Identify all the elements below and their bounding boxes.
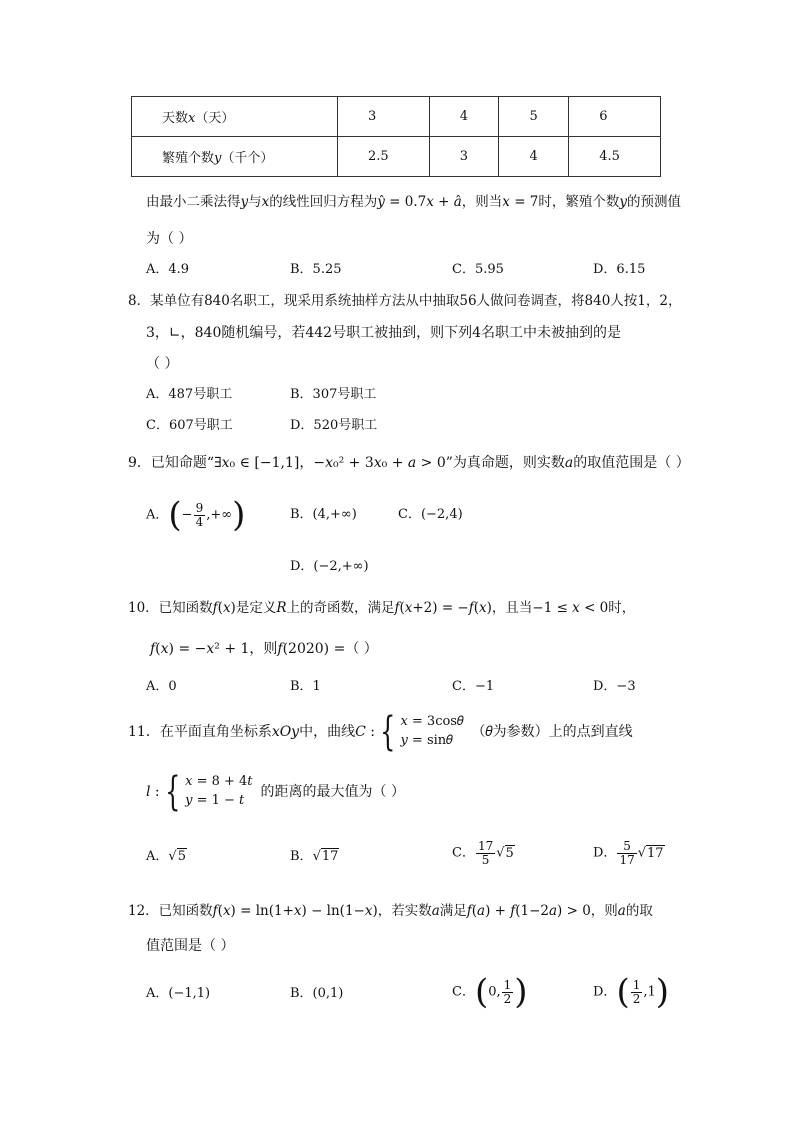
radicand: 5	[505, 845, 514, 861]
table-cell: 5	[499, 97, 569, 137]
q10-stem-line1: 10．已知函数𝑓(𝑥)是定义𝑅上的奇函数，满足𝑓(𝑥+2) = −𝑓(𝑥)，且当−1 ≤ 𝑥 < 0时，	[128, 600, 636, 616]
data-table	[131, 96, 661, 177]
q9-stem: 9．已知命题“∃𝑥₀ ∈ [−1,1]，−𝑥₀² + 3𝑥₀ + 𝑎 > 0”为真命题，则实数𝑎的取值范围是（ ）	[128, 455, 690, 471]
table-cell-label: 繁殖个数𝑦（千个）	[132, 137, 338, 177]
fraction	[617, 840, 636, 866]
right-paren: )	[514, 972, 528, 1012]
radicand: 5	[177, 849, 186, 864]
line-label: 𝑙 :	[146, 784, 160, 800]
q12-option-a: A．(−1,1)	[146, 986, 211, 1001]
q11-l-post: 的距离的最大值为（ ）	[260, 784, 405, 800]
q11-post: （𝜃为参数）上的点到直线	[471, 724, 633, 740]
numerator: 1	[632, 977, 641, 992]
left-brace: {	[380, 709, 396, 755]
q10-option-a: A．0	[146, 679, 177, 694]
fraction	[502, 979, 514, 1005]
q12-stem-line2: 值范围是（ ）	[146, 938, 235, 954]
q7-option-c: C．5.95	[452, 262, 504, 277]
numerator: 9	[195, 500, 204, 515]
q9-option-c: C．(−2,4)	[398, 507, 463, 522]
curve-eq-x: 𝑥 = 3cos𝜃	[400, 714, 464, 730]
line-system	[185, 773, 252, 811]
q8-stem-line3: （ ）	[146, 356, 179, 372]
radicand: 17	[321, 849, 339, 864]
q10-option-d: D．−3	[593, 679, 636, 694]
q12-option-b: B．(0,1)	[290, 986, 344, 1001]
numerator: 1	[503, 977, 512, 992]
table-cell: 2.5	[338, 137, 430, 177]
q8-option-b: B．307号职工	[290, 387, 377, 402]
left-paren: (	[616, 972, 630, 1012]
numerator: 5	[617, 840, 636, 854]
q8-option-a: A．487号职工	[146, 387, 233, 402]
fraction	[194, 502, 206, 528]
q11-stem-line2	[146, 769, 405, 815]
q11-option-b: B．√17	[290, 849, 339, 864]
q7-option-a: A．4.9	[146, 262, 190, 277]
option-label: A．	[146, 507, 169, 523]
line-eq-y: 𝑦 = 1 − 𝑡	[185, 793, 245, 808]
right-paren: )	[655, 972, 670, 1012]
q7-stem-line2: 为（ ）	[146, 231, 193, 247]
q11-option-d: D． $\frac{5}{17}$ √17	[593, 839, 664, 867]
right-paren: )	[232, 495, 246, 535]
fraction	[476, 840, 495, 866]
radicand: 17	[647, 845, 664, 861]
option-label: D．	[593, 984, 617, 1000]
q11-stem-line1	[128, 709, 633, 755]
line-eq-x: 𝑥 = 8 + 4𝑡	[185, 774, 253, 790]
numerator: 17	[477, 839, 494, 853]
q12-option-d	[593, 972, 670, 1012]
left-paren: (	[474, 972, 489, 1012]
option-label: B．	[290, 849, 313, 864]
q8-stem-line2: 3，∟，840随机编号，若442号职工被抽到，则下列4名职工中未被抽到的是	[146, 325, 621, 341]
option-post: ,1	[643, 984, 656, 1000]
table-cell-label: 天数𝑥（天）	[132, 97, 338, 137]
table-cell: 3	[338, 97, 430, 137]
left-paren: (	[168, 495, 182, 535]
table-row	[132, 97, 661, 137]
table-cell: 6	[569, 97, 661, 137]
q10-option-c: C．−1	[452, 679, 495, 694]
table-cell: 4.5	[569, 137, 661, 177]
q8-option-c: C．607号职工	[146, 418, 233, 433]
q7-option-d: D．6.15	[593, 262, 646, 277]
denominator: 17	[619, 852, 635, 867]
fraction	[631, 979, 643, 1005]
q7-stem-line1: 由最小二乘法得𝑦与𝑥的线性回归方程为𝑦̂ = 0.7𝑥 + 𝑎̂，则当𝑥 = 7时，繁殖个数𝑦的预测值	[146, 194, 682, 210]
option-label: D．	[593, 845, 617, 861]
left-brace: {	[164, 769, 181, 815]
q7-option-b: B．5.25	[290, 262, 342, 277]
denominator: 4	[195, 514, 204, 529]
option-rest: ,+∞	[206, 507, 233, 523]
table-cell: 4	[499, 137, 569, 177]
q11-option-a: A．√5	[146, 849, 186, 864]
q9-option-b: B．(4,+∞)	[290, 507, 357, 522]
curve-system	[400, 713, 463, 751]
q12-option-c	[452, 972, 528, 1012]
q8-stem-line1: 8．某单位有840名职工，现采用系统抽样方法从中抽取56人做问卷调查，将840人按1，2，	[128, 293, 682, 309]
q9-option-d: D．(−2,+∞)	[290, 559, 369, 574]
q11-option-c: C． $\frac{17}{5}$ √5	[452, 839, 514, 867]
option-label: A．	[146, 849, 169, 864]
q10-stem-line2: 𝑓(𝑥) = −𝑥² + 1，则𝑓(2020) =（ ）	[150, 641, 378, 657]
option-pre: 0,	[488, 984, 501, 1000]
curve-eq-y: 𝑦 = sin𝜃	[400, 733, 453, 748]
q11-pre: 11．在平面直角坐标系𝑥𝑂𝑦中，曲线𝐶 :	[128, 724, 375, 740]
q10-option-b: B．1	[290, 679, 321, 694]
option-label: C．	[452, 984, 475, 1000]
q12-stem-line1: 12．已知函数𝑓(𝑥) = ln(1+𝑥) − ln(1−𝑥)，若实数𝑎满足𝑓(𝑎) + 𝑓(1−2𝑎) > 0，则𝑎的取	[128, 903, 653, 919]
q8-option-d: D．520号职工	[290, 418, 378, 433]
table-row	[132, 137, 661, 177]
table-cell: 3	[429, 137, 499, 177]
table-cell: 4	[429, 97, 499, 137]
option-label: C．	[452, 845, 475, 861]
denominator: 2	[632, 991, 641, 1006]
q9-option-a: A．(− $\frac{9}{4}$ ,+∞)	[146, 495, 246, 535]
denominator: 5	[481, 852, 490, 867]
denominator: 2	[503, 991, 512, 1006]
